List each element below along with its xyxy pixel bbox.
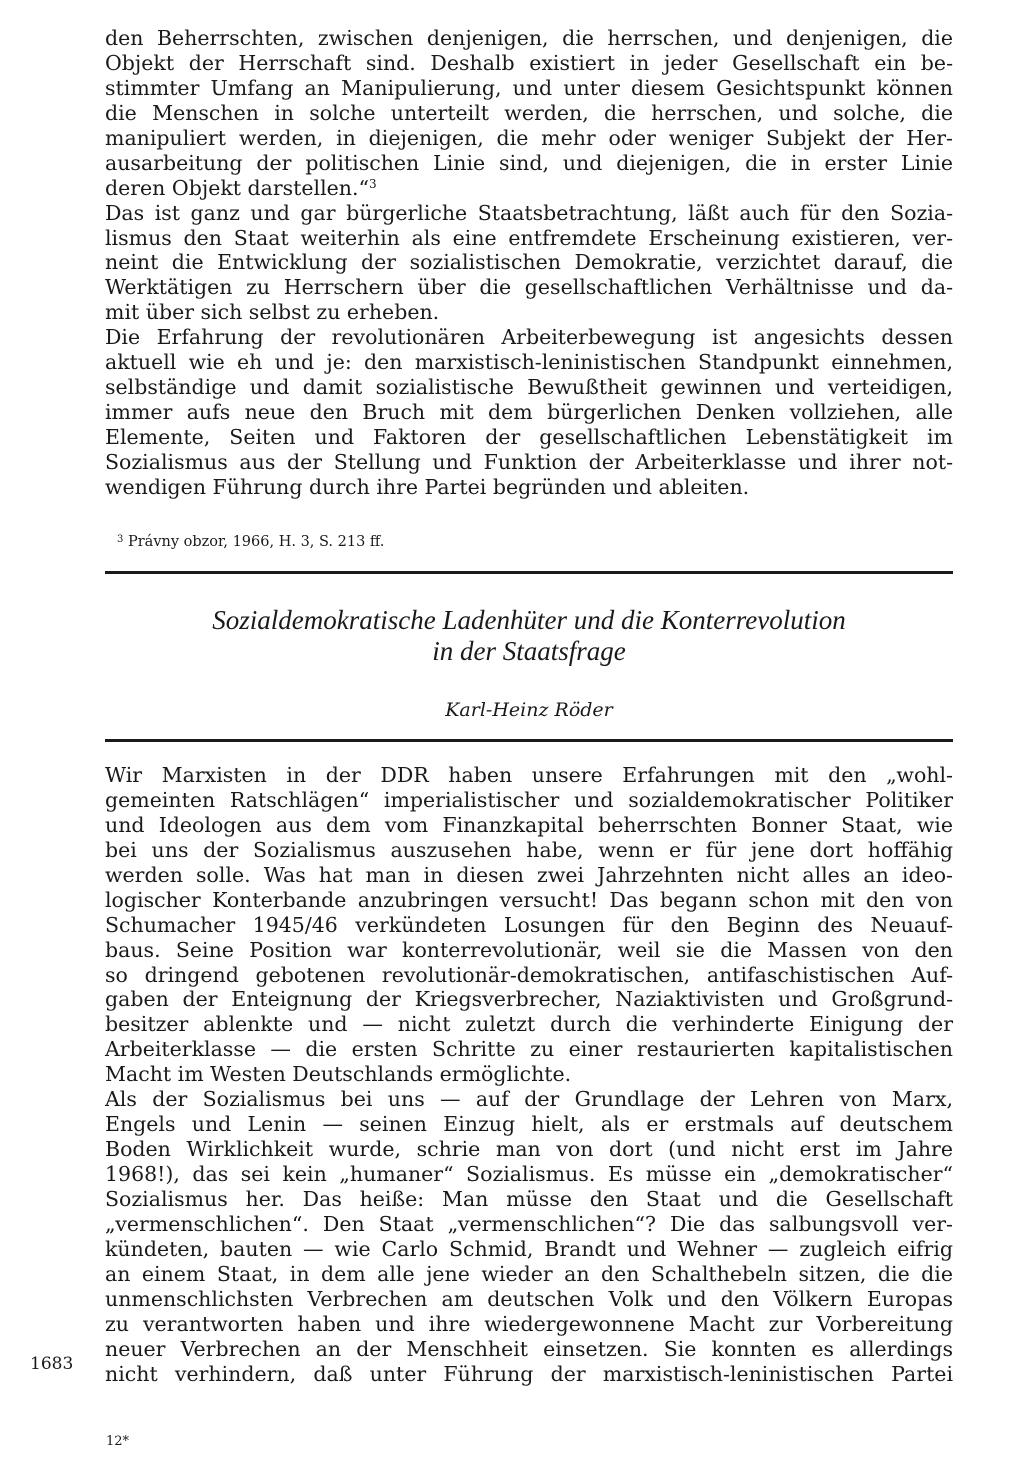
footnote-reference: 3 <box>368 176 377 191</box>
text-line: so dringend gebotenen revolutionär-demokratischen, antifaschistischen Auf- <box>105 962 953 987</box>
text-line: die Menschen in solche unterteilt werden, die herrschen, und solche, die <box>105 100 953 125</box>
text-line: kündeten, bauten — wie Carlo Schmid, Brandt und Wehner — zugleich eifrig <box>105 1236 953 1261</box>
text-line: neint die Entwicklung der sozialistischen Demokratie, verzichtet darauf, die <box>105 250 953 275</box>
text-line-content: deren Objekt darstellen.“ <box>105 175 369 200</box>
text-line: unmenschlichsten Verbrechen am deutschen Volk und den Völkern Europas <box>105 1286 953 1311</box>
text-line: werden solle. Was hat man in diesen zwei Jahrzehnten nicht alles an ideo- <box>105 862 953 887</box>
text-line: Die Erfahrung der revolutionären Arbeiterbewegung ist angesichts dessen <box>105 325 953 350</box>
text-line: Sozialismus aus der Stellung und Funktion der Arbeiterklasse und ihrer not- <box>105 449 953 474</box>
text-line: wendigen Führung durch ihre Partei begründen und ableiten. <box>105 474 750 499</box>
text-line: gaben der Enteignung der Kriegsverbrecher, Naziaktivisten und Großgrund- <box>105 987 953 1012</box>
text-line: und Ideologen aus dem vom Finanzkapital beherrschten Bonner Staat, wie <box>105 812 953 837</box>
text-line: gemeinten Ratschlägen“ imperialistischer und sozialdemokratischer Politiker <box>105 787 953 812</box>
article-body <box>105 763 953 1386</box>
text-line: Schumacher 1945/46 verkündeten Losungen für den Beginn des Neuauf- <box>105 912 953 937</box>
text-line: Elemente, Seiten und Faktoren der gesellschaftlichen Lebenstätigkeit im <box>105 425 953 449</box>
text-line: ausarbeitung der politischen Linie sind, und diejenigen, die in erster Linie <box>105 150 953 175</box>
section-divider-bottom <box>105 739 953 742</box>
text-line: besitzer ablenkte und — nicht zuletzt durch die verhinderte Einigung der <box>105 1012 953 1037</box>
text-line: „vermenschlichen“. Den Staat „vermenschlichen“? Die das salbungsvoll ver- <box>105 1211 953 1236</box>
text-line: Macht im Westen Deutschlands ermöglichte. <box>105 1062 572 1087</box>
article-title-line-1: Sozialdemokratische Ladenhüter und die Konterrevolution <box>212 605 846 635</box>
text-line: lismus den Staat weiterhin als eine entfremdete Erscheinung existieren, ver- <box>105 225 953 250</box>
text-line: an einem Staat, in dem alle jene wieder an den Schalthebeln sitzen, die die <box>105 1261 953 1286</box>
text-line: immer aufs neue den Bruch mit dem bürgerlichen Denken vollziehen, alle <box>105 400 953 425</box>
text-line: 1968!), das sei kein „humaner“ Sozialismus. Es müsse ein „demokratischer“ <box>105 1162 953 1186</box>
printer-signature: 12* <box>106 1434 130 1449</box>
article-author: Karl-Heinz Röder <box>445 699 613 721</box>
text-line: bei uns der Sozialismus auszusehen habe, wenn er für jene dort hoffähig <box>105 837 953 862</box>
text-line: Sozialismus her. Das heiße: Man müsse den Staat und die Gesellschaft <box>105 1186 953 1211</box>
text-line: Wir Marxisten in der DDR haben unsere Erfahrungen mit den „wohl- <box>105 763 953 787</box>
text-line: aktuell wie eh und je: den marxistisch-leninistischen Standpunkt einnehmen, <box>105 350 953 375</box>
footnote-text: Právny obzor, 1966, H. 3, S. 213 ff. <box>127 534 385 550</box>
text-line: mit über sich selbst zu erheben. <box>105 300 440 325</box>
text-line: Boden Wirklichkeit wurde, schrie man von dort (und nicht erst im Jahre <box>105 1137 953 1162</box>
text-line: Objekt der Herrschaft sind. Deshalb existiert in jeder Gesellschaft ein be- <box>105 50 953 75</box>
section-divider-top <box>105 571 953 574</box>
text-line: logischer Konterbande anzubringen versucht! Das begann schon mit den von <box>105 887 953 912</box>
footnote <box>117 530 384 552</box>
article-title-line-2: in der Staatsfrage <box>432 636 626 666</box>
text-line: manipuliert werden, in diejenigen, die mehr oder weniger Subjekt der Her- <box>105 125 953 150</box>
text-line: nicht verhindern, daß unter Führung der marxistisch-leninistischen Partei <box>105 1361 953 1386</box>
footnote-marker: 3 <box>117 534 124 545</box>
text-line: den Beherrschten, zwischen denjenigen, die herrschen, und denjenigen, die <box>105 26 953 50</box>
text-line: Engels und Lenin — seinen Einzug hielt, als er erstmals auf deutschem <box>105 1112 953 1137</box>
text-line: Werktätigen zu Herrschern über die gesellschaftlichen Verhältnisse und da- <box>105 275 953 300</box>
text-line: Als der Sozialismus bei uns — auf der Grundlage der Lehren von Marx, <box>105 1087 953 1112</box>
text-line: baus. Seine Position war konterrevolutionär, weil sie die Massen von den <box>105 937 953 962</box>
text-line: neuer Verbrechen an der Menschheit einsetzen. Sie konnten es allerdings <box>105 1336 953 1361</box>
text-line: Das ist ganz und gar bürgerliche Staatsbetrachtung, läßt auch für den Sozia- <box>105 200 953 225</box>
text-line-with-footnote <box>105 176 953 201</box>
text-line: selbständige und damit sozialistische Bewußtheit gewinnen und verteidigen, <box>105 375 953 400</box>
text-line: Arbeiterklasse — die ersten Schritte zu einer restaurierten kapitalistischen <box>105 1037 953 1062</box>
text-line: zu verantworten haben und ihre wiedergewonnene Macht zur Vorbereitung <box>105 1311 953 1336</box>
page-number: 1683 <box>30 1354 74 1374</box>
text-line: stimmter Umfang an Manipulierung, und unter diesem Gesichtspunkt können <box>105 75 953 100</box>
top-text-block <box>105 26 953 500</box>
